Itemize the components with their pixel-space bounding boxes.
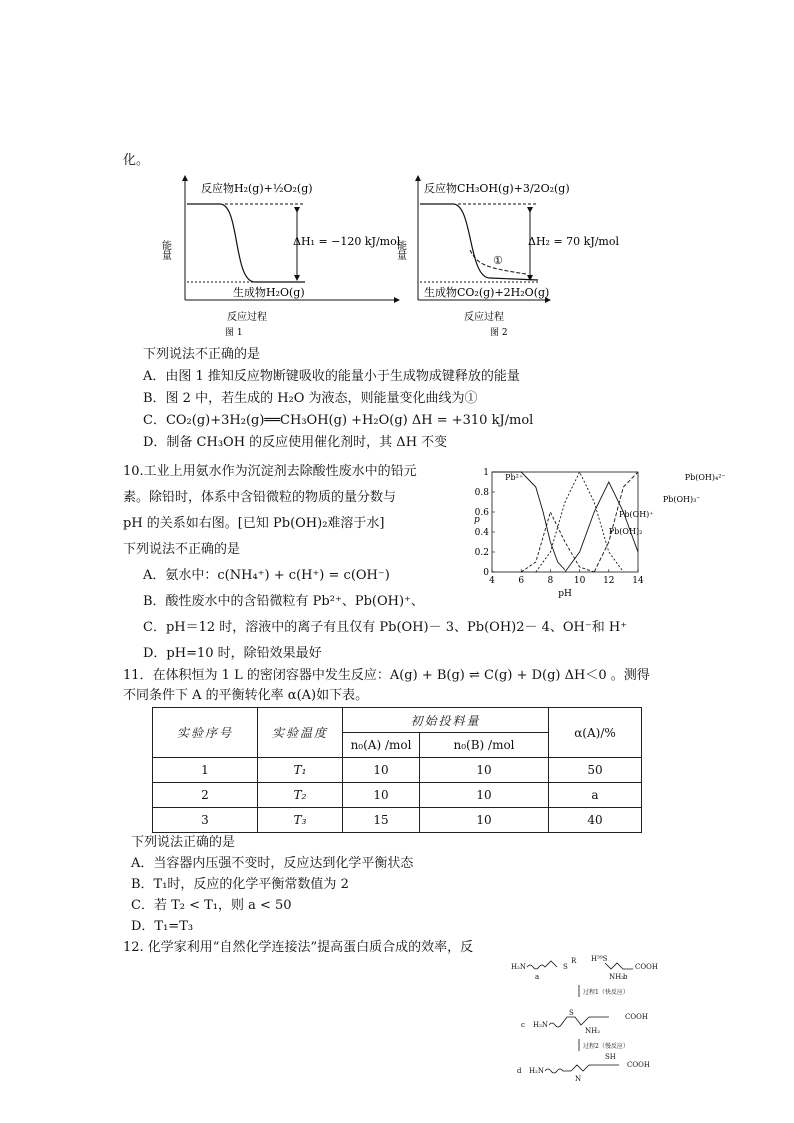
th-exp-no: 实验序号 bbox=[153, 708, 258, 758]
energy-diagram-1 bbox=[159, 170, 405, 340]
x-tick-label: 8 bbox=[547, 576, 554, 586]
svg-text:c: c bbox=[521, 1021, 525, 1029]
series-label-3: Pb(OH)₃⁻ bbox=[662, 495, 701, 504]
x-tick-label: 4 bbox=[489, 576, 495, 586]
q9-option-d: D．制备 CH₃OH 的反应使用催化剂时，其 ΔH 不变 bbox=[143, 435, 448, 450]
series-line-4 bbox=[594, 472, 638, 572]
svg-text:H₂N: H₂N bbox=[511, 963, 527, 971]
svg-text:SH: SH bbox=[605, 1053, 616, 1061]
y-tick-label: 0 bbox=[483, 568, 489, 578]
q9-option-c: C．CO₂(g)+3H₂(g)══CH₃OH(g) +H₂O(g) ΔH = +310 kJ/mol bbox=[143, 413, 534, 428]
q10-option-c: C．pH＝12 时，溶液中的离子有且仅有 Pb(OH)－ 3、Pb(OH)2－ 4、OH⁻和 H⁺ bbox=[143, 620, 628, 635]
q11-table bbox=[152, 707, 642, 833]
svg-text:S: S bbox=[563, 963, 568, 971]
svg-text:COOH: COOH bbox=[625, 1013, 648, 1021]
table-row: 1 T₁ 10 10 50 bbox=[153, 758, 642, 783]
q12-stem: 12. 化学家利用“自然化学连接法”提高蛋白质合成的效率，反 bbox=[123, 940, 474, 955]
x-tick-label: 12 bbox=[603, 576, 615, 586]
th-initial-feed: 初始投料量 bbox=[343, 708, 549, 733]
step2-label: 过程2（慢反应） bbox=[583, 1043, 629, 1050]
fig1-delta-h: ΔH₁ = −120 kJ/mol bbox=[293, 235, 401, 248]
series-label-0: Pb²⁺ bbox=[505, 473, 524, 482]
series-line-2 bbox=[536, 472, 624, 572]
fig2-xlabel: 反应过程 bbox=[464, 312, 504, 323]
q11-stem-2: 不同条件下 A 的平衡转化率 α(A)如下表。 bbox=[123, 688, 369, 703]
q10-stem-3: pH 的关系如右图。[已知 Pb(OH)₂难溶于水] bbox=[123, 516, 385, 531]
x-axis-label: pH bbox=[558, 589, 572, 599]
fig1-product: 生成物H₂O(g) bbox=[233, 286, 305, 299]
q10-stem-2: 素。除铅时，体系中含铅微粒的物质的量分数与 bbox=[123, 490, 397, 505]
energy-diagram-2 bbox=[394, 170, 648, 340]
table-row: 3 T₃ 15 10 40 bbox=[153, 808, 642, 833]
svg-text:b: b bbox=[623, 973, 628, 981]
th-conversion: α(A)/% bbox=[549, 708, 642, 758]
q11-stem-1: 11．在体积恒为 1 L 的密闭容器中发生反应：A(g) + B(g) ⇌ C(g) + D(g) ΔH＜0 。测得 bbox=[123, 668, 650, 683]
q11-option-c: C．若 T₂ < T₁，则 a < 50 bbox=[131, 898, 292, 913]
y-axis-label: p bbox=[474, 515, 480, 525]
svg-text:NH₂: NH₂ bbox=[609, 973, 625, 981]
lead-species-chart bbox=[470, 462, 726, 602]
q9-option-a: A．由图 1 推知反应物断键吸收的能量小于生成物成键释放的能量 bbox=[143, 369, 520, 384]
q10-prompt: 下列说法不正确的是 bbox=[123, 542, 241, 557]
th-n0a: n₀(A) /mol bbox=[343, 733, 420, 758]
th-n0b: n₀(B) /mol bbox=[420, 733, 549, 758]
intro-fragment: 化。 bbox=[123, 153, 150, 168]
svg-text:d: d bbox=[517, 1067, 522, 1075]
q10-stem-1: 10.工业上用氨水作为沉淀剂去除酸性废水中的铅元 bbox=[123, 464, 417, 479]
svg-text:H₂N: H₂N bbox=[533, 1021, 549, 1029]
fig2-caption: 图 2 bbox=[490, 328, 508, 338]
fig2-curve-label: ① bbox=[493, 254, 503, 267]
fig1-xlabel: 反应过程 bbox=[227, 312, 267, 323]
y-tick-label: 0.2 bbox=[474, 548, 489, 558]
y-tick-label: 0.6 bbox=[474, 508, 489, 518]
svg-text:S: S bbox=[569, 1009, 574, 1017]
x-tick-label: 6 bbox=[518, 576, 525, 586]
q11-option-b: B．T₁时，反应的化学平衡常数值为 2 bbox=[131, 877, 349, 892]
fig1-reactant: 反应物H₂(g)+½O₂(g) bbox=[201, 182, 313, 195]
series-label-1: Pb(OH)⁺ bbox=[619, 510, 654, 519]
svg-text:COOH: COOH bbox=[635, 963, 658, 971]
series-label-4: Pb(OH)₄²⁻ bbox=[684, 473, 726, 482]
series-line-0 bbox=[492, 472, 565, 570]
y-tick-label: 1 bbox=[483, 468, 489, 478]
svg-text:N: N bbox=[575, 1075, 582, 1083]
y-tick-label: 0.8 bbox=[474, 488, 489, 498]
q11-prompt: 下列说法正确的是 bbox=[131, 835, 236, 850]
svg-text:H³⁹S: H³⁹S bbox=[591, 955, 608, 963]
th-exp-temp: 实验温度 bbox=[258, 708, 343, 758]
x-tick-label: 14 bbox=[632, 576, 644, 586]
fig2-product: 生成物CO₂(g)+2H₂O(g) bbox=[424, 286, 550, 299]
series-label-2: Pb(OH)₂ bbox=[608, 527, 643, 536]
q11-option-d: D．T₁=T₃ bbox=[131, 919, 194, 934]
q9-option-b: B．图 2 中，若生成的 H₂O 为液态，则能量变化曲线为① bbox=[143, 391, 478, 406]
fig2-ylabel: 能量 bbox=[394, 240, 406, 260]
fig1-ylabel: 能量 bbox=[159, 240, 171, 260]
x-tick-label: 10 bbox=[573, 576, 586, 586]
svg-text:a: a bbox=[535, 973, 540, 981]
svg-text:NH₂: NH₂ bbox=[585, 1027, 601, 1035]
y-tick-label: 0.4 bbox=[474, 528, 489, 538]
svg-text:H₂N: H₂N bbox=[529, 1067, 545, 1075]
fig2-delta-h: ΔH₂ = 70 kJ/mol bbox=[528, 235, 620, 248]
ligation-scheme bbox=[505, 945, 665, 1085]
q10-option-a: A．氨水中：c(NH₄⁺) + c(H⁺) = c(OH⁻) bbox=[143, 568, 390, 583]
q10-option-d: D．pH=10 时，除铅效果最好 bbox=[143, 646, 322, 661]
table-row: 2 T₂ 10 10 a bbox=[153, 783, 642, 808]
svg-text:R: R bbox=[571, 957, 577, 965]
fig1-caption: 图 1 bbox=[225, 328, 243, 338]
q11-option-a: A．当容器内压强不变时，反应达到化学平衡状态 bbox=[131, 856, 414, 871]
q10-option-b: B．酸性废水中的含铅微粒有 Pb²⁺、Pb(OH)⁺、 bbox=[143, 594, 424, 609]
svg-text:COOH: COOH bbox=[627, 1061, 650, 1069]
fig2-reactant: 反应物CH₃OH(g)+3/2O₂(g) bbox=[424, 182, 570, 195]
q9-prompt: 下列说法不正确的是 bbox=[143, 347, 261, 362]
step1-label: 过程1（快反应） bbox=[583, 989, 629, 996]
plot-frame bbox=[492, 472, 638, 572]
